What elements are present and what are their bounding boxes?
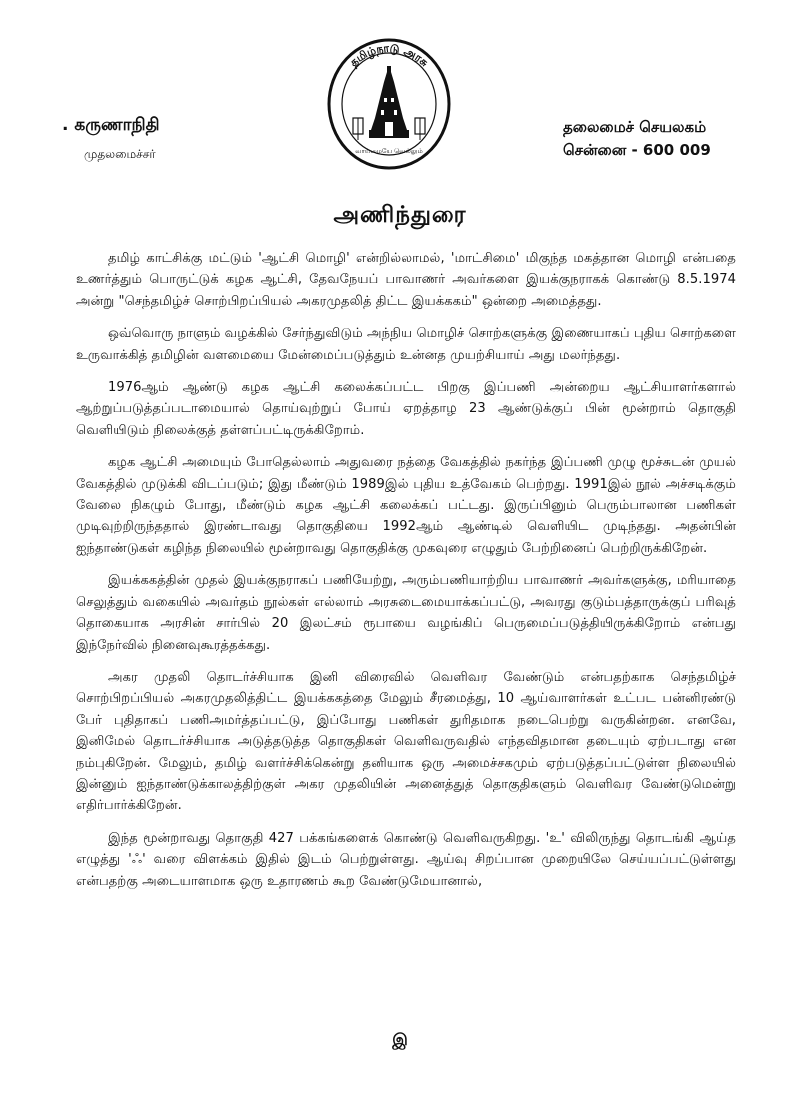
paragraph-7: இந்த மூன்றாவது தொகுதி 427 பக்கங்களைக் கொண்டு வெளிவருகிறது. 'உ' விலிருந்து தொடங்கி ஆய்த எழுத்து 'ஃ' வரை விளக்கம் இதில் இடம் பெற்றுள்ளது. ஆய்வு சிறப்பான முறையிலே செய்யப்பட்டுள்ளது என்பதற்கு அடையாளமாக ஒரு உதாரணம் கூற வேண்டுமேயானால், (76, 830, 736, 889)
paragraph-5: இயக்ககத்தின் முதல் இயக்குநராகப் பணியேற்று, அரும்பணியாற்றிய பாவாணர் அவர்களுக்கு, மரியாதை செலுத்தும் வகையில் அவர்தம் நூல்கள் எல்லாம் அரசுடைமையாக்கப்பட்டு, அவரது குடும்பத்தாருக்குப் பரிவுத் தொகையாக அரசின் சார்பில் 20 இலட்சம் ரூபாயை வழங்கிப் பெருமைப்படுத்தியிருக்கிறோம் என்பது இந்நேர்வில் நினைவுகூரத்தக்கது. (76, 573, 736, 653)
paragraph-4: கழக ஆட்சி அமையும் போதெல்லாம் அதுவரை நத்தை வேகத்தில் நகர்ந்த இப்பணி முழு மூச்சுடன் முயல் வேகத்தில் முடுக்கி விடப்படும்; இது மீண்டும் 1989இல் புதிய உத்வேகம் பெற்றது. 1991இல் நூல் அச்சடிக்கும் வேலை நிகழும் போது, மீண்டும் கழக ஆட்சி கலைக்கப் பட்டது. இருப்பினும் பெரும்பாலான பணிகள் முடிவுற்றிருந்ததால் இரண்டாவது தொகுதியை 1992ஆம் ஆண்டில் வெளியிட முடிந்தது. அதன்பின் ஐந்தாண்டுகள் கழிந்த நிலையில் மூன்றாவது தொகுதிக்கு முகவுரை எழுதும் பேற்றினைப் பெற்றிருக்கிறேன். (76, 455, 736, 556)
paragraph-1: தமிழ் காட்சிக்கு மட்டும் 'ஆட்சி மொழி' என்றில்லாமல், 'மாட்சிமை' மிகுந்த மகத்தான மொழி என்பதை உணர்த்தும் பொருட்டுக் கழக ஆட்சி, தேவநேயப் பாவாணர் அவர்களை இயக்குநராகக் கொண்டு 8.5.1974 அன்று "செந்தமிழ்ச் சொற்பிறப்பியல் அகரமுதலித் திட்ட இயக்ககம்" ஒன்றை அமைத்தது. (76, 251, 736, 309)
page-number: இ (392, 1030, 408, 1049)
paragraph-2: ஒவ்வொரு நாளும் வழக்கில் சேர்ந்துவிடும் அந்நிய மொழிச் சொற்களுக்கு இணையாகப் புதிய சொற்களை உருவாக்கித் தமிழின் வளமையை மேன்மைப்படுத்தும் உன்னத முயற்சியாய் அது மலர்ந்தது. (76, 326, 736, 363)
emblem-top-text: தமிழ்நாடு அரசு (347, 41, 431, 70)
author-designation: முதலமைச்சர் (84, 147, 156, 161)
paragraph-6: அகர முதலி தொடர்ச்சியாக இனி விரைவில் வெளிவர வேண்டும் என்பதற்காக செந்தமிழ்ச் சொற்பிறப்பியல் அகரமுதலித்திட்ட இயக்ககத்தை மேலும் சீரமைத்து, 10 ஆய்வாளர்கள் உட்பட பன்னிரண்டு பேர் புதிதாகப் பணிஅமர்த்தப்பட்டு, இப்போது பணிகள் துரிதமாக நடைபெற்று வருகின்றன. எனவே, இனிமேல் தொடர்ச்சியாக அடுத்தடுத்த தொகுதிகள் வெளிவருவதில் எந்தவிதமான தடையும் ஏற்படாது என நம்புகிறேன். மேலும், தமிழ் வளர்ச்சிக்கென்று தனியாக ஒரு அமைச்சகமும் ஏற்படுத்தப்பட்டுள்ள நிலையில் இன்னும் ஐந்தாண்டுக்காலத்திற்குள் அகர முதலியின் அனைத்துத் தொகுதிகளும் வெளிவர வேண்டுமென்று எதிர்பார்க்கிறேன். (76, 669, 736, 814)
author-name: . கருணாநிதி (62, 115, 160, 135)
emblem-motto-text: வாய்மையே வெல்லும் (355, 147, 423, 155)
page-title: அணிந்துரை (333, 202, 467, 228)
paragraph-3: 1976ஆம் ஆண்டு கழக ஆட்சி கலைக்கப்பட்ட பிறகு இப்பணி அன்றைய ஆட்சியாளர்களால் ஆற்றுப்படுத்தப்படாமையால் தொய்வுற்றுப் போய் ஏறத்தாழ 23 ஆண்டுக்குப் பின் மூன்றாம் தொகுதி வெளியிடும் நிலைக்குத் தள்ளப்பட்டிருக்கிறோம். (76, 380, 736, 438)
tamil-nadu-emblem-icon (323, 32, 455, 172)
svg-text:தமிழ்நாடு அரசு (347, 42, 431, 70)
office-name: தலைமைச் செயலகம் (563, 118, 707, 136)
office-city: சென்னை - 600 009 (563, 141, 711, 159)
document-body (76, 248, 736, 903)
